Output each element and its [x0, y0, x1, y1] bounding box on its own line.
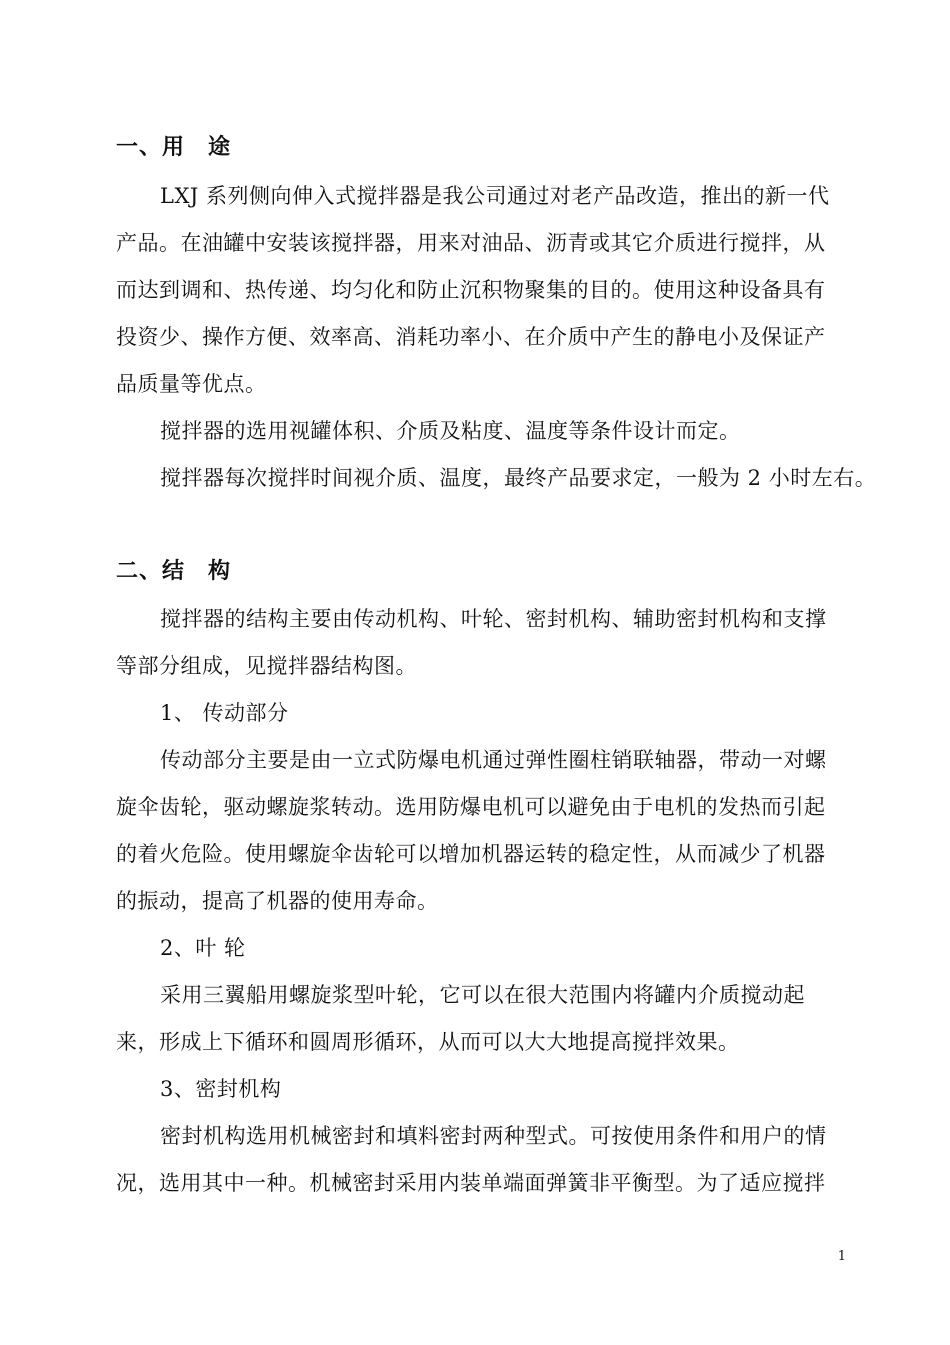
paragraph-line: 品质量等优点。	[116, 372, 267, 396]
paragraph-line: 来，形成上下循环和圆周形循环，从而可以大大地提高搅拌效果。	[116, 1030, 740, 1054]
paragraph-line: 采用三翼船用螺旋浆型叶轮，它可以在很大范围内将罐内介质搅动起	[160, 983, 805, 1007]
page-number: 1	[837, 1249, 846, 1264]
paragraph-line: LXJ 系列侧向伸入式搅拌器是我公司通过对老产品改造，推出的新一代	[160, 184, 830, 208]
paragraph-line: 的振动，提高了机器的使用寿命。	[116, 889, 439, 913]
section-heading-usage: 一、用 途	[116, 135, 232, 160]
paragraph-line: 搅拌器的结构主要由传动机构、叶轮、密封机构、辅助密封机构和支撑	[160, 607, 827, 631]
paragraph-line: 搅拌器的选用视罐体积、介质及粘度、温度等条件设计而定。	[160, 419, 741, 443]
subsection-heading: 3、密封机构	[160, 1077, 282, 1101]
paragraph-line: 搅拌器每次搅拌时间视介质、温度，最终产品要求定，一般为 2 小时左右。	[160, 466, 877, 490]
paragraph-line: 传动部分主要是由一立式防爆电机通过弹性圈柱销联轴器，带动一对螺	[160, 748, 827, 772]
subsection-heading: 1、 传动部分	[160, 701, 289, 725]
paragraph-line: 旋伞齿轮，驱动螺旋浆转动。选用防爆电机可以避免由于电机的发热而引起	[116, 795, 826, 819]
paragraph-line: 而达到调和、热传递、均匀化和防止沉积物聚集的目的。使用这种设备具有	[116, 278, 826, 302]
paragraph-line: 投资少、操作方便、效率高、消耗功率小、在介质中产生的静电小及保证产	[116, 325, 826, 349]
paragraph-line: 的着火危险。使用螺旋伞齿轮可以增加机器运转的稳定性，从而减少了机器	[116, 842, 826, 866]
paragraph-line: 等部分组成，见搅拌器结构图。	[116, 654, 417, 678]
paragraph-line: 产品。在油罐中安装该搅拌器，用来对油品、沥青或其它介质进行搅拌，从	[116, 231, 826, 255]
subsection-heading: 2、叶 轮	[160, 936, 246, 960]
paragraph-line: 密封机构选用机械密封和填料密封两种型式。可按使用条件和用户的情	[160, 1124, 827, 1148]
paragraph-line: 况，选用其中一种。机械密封采用内装单端面弹簧非平衡型。为了适应搅拌	[116, 1171, 826, 1195]
section-heading-structure: 二、结 构	[116, 559, 232, 584]
